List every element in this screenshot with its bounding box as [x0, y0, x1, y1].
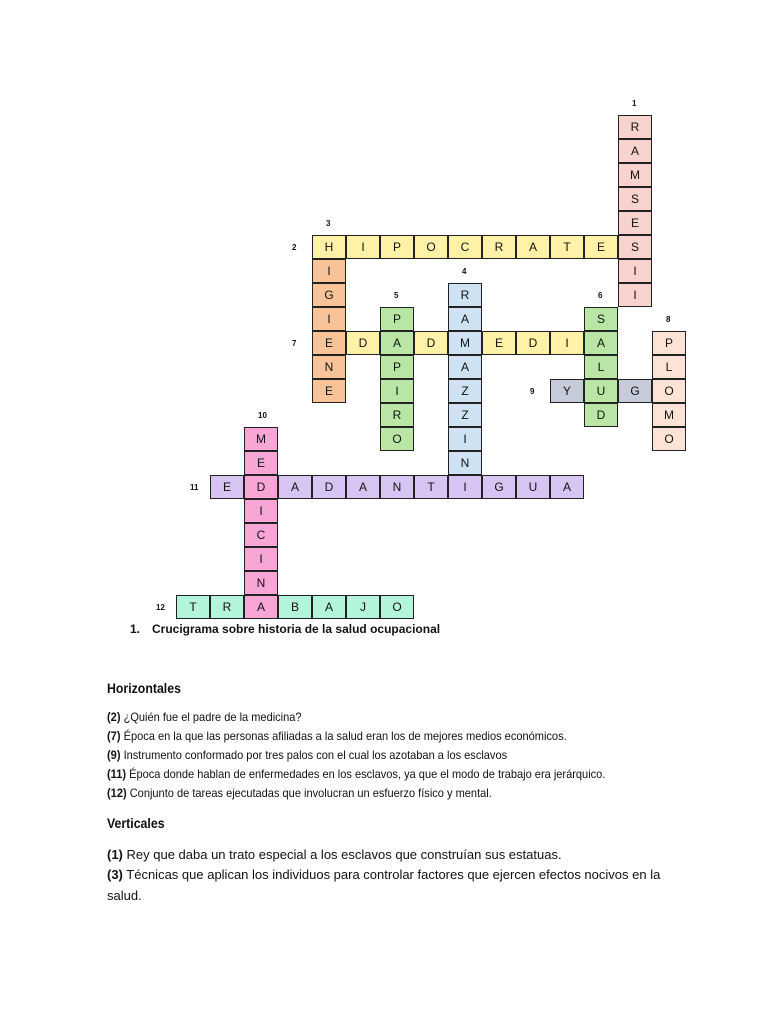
- crossword-cell: H: [312, 235, 346, 259]
- crossword-cell: A: [618, 139, 652, 163]
- crossword-cell: R: [210, 595, 244, 619]
- crossword-cell: I: [550, 331, 584, 355]
- crossword-cell: I: [380, 379, 414, 403]
- crossword-cell: J: [346, 595, 380, 619]
- crossword-cell: A: [550, 475, 584, 499]
- crossword-cell: G: [312, 283, 346, 307]
- crossword-cell: R: [482, 235, 516, 259]
- crossword-cell: S: [618, 235, 652, 259]
- crossword-cell: N: [312, 355, 346, 379]
- crossword-cell: R: [448, 283, 482, 307]
- crossword-cell: Z: [448, 379, 482, 403]
- crossword-cell: S: [618, 187, 652, 211]
- clue-number-label: 1: [632, 99, 637, 108]
- clue-number-label: 2: [292, 243, 297, 252]
- clue-number: (12): [107, 786, 127, 800]
- crossword-cell: C: [448, 235, 482, 259]
- horizontal-clue: [107, 710, 302, 724]
- clue-text: Época donde hablan de enfermedades en los esclavos, ya que el modo de trabajo era jerárquico.: [129, 767, 606, 781]
- crossword-cell: M: [448, 331, 482, 355]
- crossword-cell: A: [448, 355, 482, 379]
- crossword-cell: A: [448, 307, 482, 331]
- crossword-cell: A: [346, 475, 380, 499]
- crossword-cell: D: [516, 331, 550, 355]
- crossword-cell: N: [448, 451, 482, 475]
- crossword-cell: B: [278, 595, 312, 619]
- clue-text: Rey que daba un trato especial a los esclavos que construían sus estatuas.: [126, 847, 562, 862]
- clue-number: (2): [107, 710, 121, 724]
- crossword-cell: G: [482, 475, 516, 499]
- clue-number-label: 11: [190, 483, 199, 492]
- crossword-cell: E: [482, 331, 516, 355]
- crossword-cell: I: [618, 259, 652, 283]
- crossword-cell: I: [244, 499, 278, 523]
- crossword-cell: P: [380, 307, 414, 331]
- crossword-cell: D: [346, 331, 380, 355]
- clue-number: (7): [107, 729, 121, 743]
- crossword-cell: A: [312, 595, 346, 619]
- crossword-cell: M: [618, 163, 652, 187]
- horizontal-clue: [107, 786, 492, 800]
- clue-text: Conjunto de tareas ejecutadas que involucran un esfuerzo físico y mental.: [129, 786, 492, 800]
- crossword-cell: D: [312, 475, 346, 499]
- crossword-cell: D: [584, 403, 618, 427]
- crossword-cell: I: [312, 307, 346, 331]
- clue-number-label: 12: [156, 603, 165, 612]
- crossword-cell: Z: [448, 403, 482, 427]
- crossword-cell: O: [652, 427, 686, 451]
- crossword-cell: I: [448, 475, 482, 499]
- crossword-cell: A: [516, 235, 550, 259]
- crossword-cell: I: [312, 259, 346, 283]
- clue-text: ¿Quién fue el padre de la medicina?: [123, 710, 302, 724]
- crossword-cell: E: [244, 451, 278, 475]
- clue-number-label: 7: [292, 339, 297, 348]
- crossword-cell: I: [244, 547, 278, 571]
- clue-number-label: 6: [598, 291, 603, 300]
- crossword-cell: D: [244, 475, 278, 499]
- crossword-cell: A: [278, 475, 312, 499]
- crossword-cell: U: [516, 475, 550, 499]
- crossword-cell: P: [380, 235, 414, 259]
- crossword-cell: N: [244, 571, 278, 595]
- crossword-cell: I: [346, 235, 380, 259]
- crossword-cell: E: [584, 235, 618, 259]
- crossword-cell: O: [414, 235, 448, 259]
- crossword-cell: I: [448, 427, 482, 451]
- horizontal-clue: [107, 767, 605, 781]
- crossword-cell: G: [618, 379, 652, 403]
- crossword-cell: R: [618, 115, 652, 139]
- clue-number-label: 10: [258, 411, 267, 420]
- crossword-cell: L: [584, 355, 618, 379]
- crossword-cell: D: [414, 331, 448, 355]
- crossword-cell: Y: [550, 379, 584, 403]
- clue-text: Técnicas que aplican los individuos para controlar factores que ejercen efectos nocivos en la salud.: [107, 867, 661, 903]
- crossword-cell: C: [244, 523, 278, 547]
- clue-number: (1): [107, 847, 123, 862]
- crossword-cell: N: [380, 475, 414, 499]
- clue-number-label: 9: [530, 387, 535, 396]
- crossword-cell: T: [176, 595, 210, 619]
- caption-text: Crucigrama sobre historia de la salud ocupacional: [152, 622, 441, 636]
- crossword-cell: I: [618, 283, 652, 307]
- crossword-cell: R: [380, 403, 414, 427]
- crossword-cell: O: [380, 427, 414, 451]
- clue-number-label: 5: [394, 291, 399, 300]
- horizontal-heading: Horizontales: [107, 680, 181, 696]
- crossword-cell: S: [584, 307, 618, 331]
- clue-number-label: 8: [666, 315, 671, 324]
- crossword-cell: E: [312, 331, 346, 355]
- crossword-cell: P: [380, 355, 414, 379]
- crossword-cell: U: [584, 379, 618, 403]
- vertical-heading: Verticales: [107, 815, 165, 831]
- clue-text: Época en la que las personas afiliadas a la salud eran los de mejores medios económicos.: [123, 729, 567, 743]
- vertical-clue: [107, 864, 667, 906]
- clue-number-label: 3: [326, 219, 331, 228]
- clue-number: (11): [107, 767, 127, 781]
- crossword-cell: M: [652, 403, 686, 427]
- crossword-cell: A: [380, 331, 414, 355]
- clue-number-label: 4: [462, 267, 467, 276]
- crossword-cell: P: [652, 331, 686, 355]
- crossword-cell: E: [618, 211, 652, 235]
- crossword-cell: E: [312, 379, 346, 403]
- crossword-cell: O: [652, 379, 686, 403]
- clue-text: Instrumento conformado por tres palos con el cual los azotaban a los esclavos: [123, 748, 508, 762]
- vertical-clue: [107, 844, 667, 865]
- horizontal-clue: [107, 729, 567, 743]
- crossword-caption: [130, 622, 440, 636]
- crossword-cell: T: [550, 235, 584, 259]
- crossword-cell: O: [380, 595, 414, 619]
- crossword-cell: L: [652, 355, 686, 379]
- crossword-cell: E: [210, 475, 244, 499]
- crossword-cell: T: [414, 475, 448, 499]
- crossword-cell: A: [584, 331, 618, 355]
- caption-number: 1.: [130, 622, 141, 636]
- crossword-cell: A: [244, 595, 278, 619]
- crossword-cell: M: [244, 427, 278, 451]
- clue-number: (9): [107, 748, 121, 762]
- clue-number: (3): [107, 867, 123, 882]
- horizontal-clue: [107, 748, 507, 762]
